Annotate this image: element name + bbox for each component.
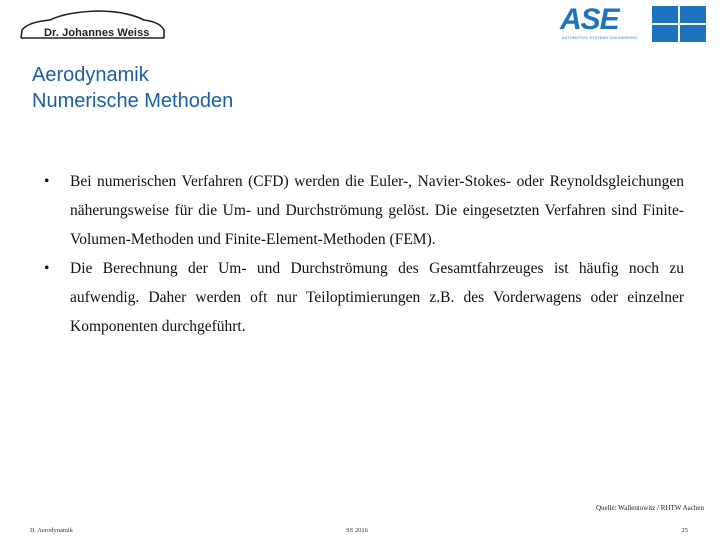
title-line-1: Aerodynamik	[32, 64, 149, 86]
footer-chapter: II. Aerodynamik	[30, 527, 73, 534]
bullet-item	[44, 167, 684, 254]
left-logo	[18, 8, 168, 42]
bullet-text: Die Berechnung der Um- und Durchströmung des Gesamtfahrzeuges ist häufig noch zu aufwendig. Daher werden oft nur Teiloptimierungen z.B. des Vorderwagens oder einzelner Komponenten durchgeführt.	[70, 260, 684, 335]
ase-logo	[560, 3, 706, 42]
source-citation: Quelle: Wallentowitz / RHTW Aachen	[595, 504, 704, 512]
slide-title	[32, 62, 233, 114]
ase-logo-text: ASE	[560, 3, 619, 36]
bullet-marker: •	[44, 173, 50, 190]
bullet-marker: •	[44, 260, 50, 277]
left-logo-text: Dr. Johannes Weiss	[44, 27, 150, 39]
title-line-2: Numerische Methoden	[32, 90, 234, 112]
ase-logo-subtitle: AUTOMOTIVE SYSTEMS ENGINEERING	[562, 36, 638, 40]
page-number: 25	[681, 527, 688, 534]
footer-semester: SS 2016	[346, 527, 368, 534]
bullet-list	[44, 167, 684, 341]
ase-grid-icon	[652, 6, 706, 42]
bullet-item	[44, 254, 684, 341]
bullet-text: Bei numerischen Verfahren (CFD) werden die Euler-, Navier-Stokes- oder Reynoldsgleichungen näherungsweise für die Um- und Durchströmung gelöst. Die eingesetzten Verfahren sind Finite-Volumen-Methoden und Finite-Element-Methoden (FEM).	[70, 173, 684, 248]
